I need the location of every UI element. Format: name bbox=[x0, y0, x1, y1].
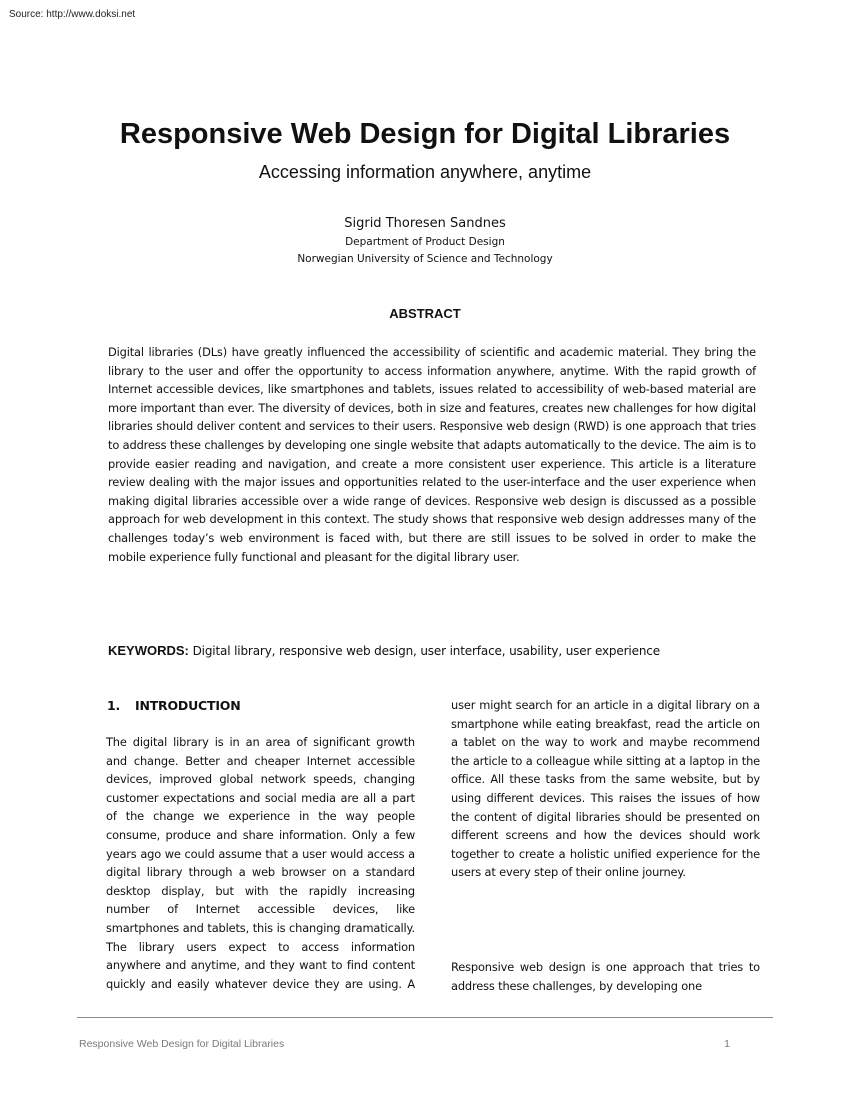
section-number: 1. bbox=[107, 698, 121, 713]
abstract-text: Digital libraries (DLs) have greatly influenced the accessibility of scientific and academic material. They bring the library to the user and offer the opportunity to access information anywhere, anytime. With the rapid growth of Internet accessible devices, like smartphones and tablets, issues related to accessibility of web-based material are more important than ever. The diversity of devices, both in size and features, creates new challenges for how digital libraries should deliver content and services to their users. Responsive web design (RWD) is one approach that tries to address these challenges by developing one single website that adapts automatically to the device. The aim is to provide easier reading and navigation, and create a more consistent user experience. This article is a literature review dealing with the major issues and opportunities related to the user-interface and the user experience when making digital libraries accessible over a wide range of devices. Responsive web design is discussed as a possible approach for web development in this context. The study shows that responsive web design addresses many of the challenges today’s web environment is faced with, but there are still issues to be solved in order to make the mobile experience fully functional and pleasant for the digital library user. bbox=[108, 345, 756, 564]
page-title: Responsive Web Design for Digital Libraries bbox=[119, 118, 731, 150]
intro-paragraph-1-right: user might search for an article in a digital library on a smartphone while eating breakfast, read the article on a tablet on the way to work and maybe recommend the article to a colleague while sitting at a laptop in the office. All these tasks from the same website, but by using different devices. This raises the issues of how the content of digital libraries should be presented on different screens and how the devices should work together to create a holistic unified experience for the users at every step of their online journey. bbox=[451, 698, 760, 880]
footer-divider bbox=[77, 1017, 773, 1018]
section-title: INTRODUCTION bbox=[135, 698, 241, 713]
footer-title: Responsive Web Design for Digital Libraries bbox=[79, 1038, 285, 1050]
keywords-label: KEYWORDS: bbox=[108, 643, 189, 658]
keywords-line bbox=[108, 643, 768, 658]
author-department: Department of Product Design bbox=[345, 236, 505, 248]
intro-paragraph-2: Responsive web design is one approach that tries to address these challenges, by developing one bbox=[451, 960, 760, 993]
page-number: 1 bbox=[724, 1038, 730, 1050]
source-url: Source: http://www.doksi.net bbox=[9, 9, 136, 20]
section-heading-introduction bbox=[107, 698, 240, 713]
author-university: Norwegian University of Science and Technology bbox=[297, 253, 553, 265]
author-name: Sigrid Thoresen Sandnes bbox=[344, 216, 506, 231]
intro-paragraph-1-left: The digital library is in an area of significant growth and change. Better and cheaper Internet accessible devices, improved global network speeds, changing customer expectations and social media are all a part of the change we experience in the way people consume, produce and share information. Only a few years ago we could assume that a user would access a digital library through a web browser on a standard desktop display, but with the rapidly increasing number of Internet accessible devices, like smartphones and tablets, this is changing dramatically. The library users expect to access information anywhere and anytime, and they want to find content quickly and easily whatever device they are using. A bbox=[106, 735, 415, 991]
keywords-text: Digital library, responsive web design, user interface, usability, user experience bbox=[192, 644, 660, 658]
page-subtitle: Accessing information anywhere, anytime bbox=[258, 162, 592, 182]
abstract-heading: ABSTRACT bbox=[389, 306, 461, 321]
